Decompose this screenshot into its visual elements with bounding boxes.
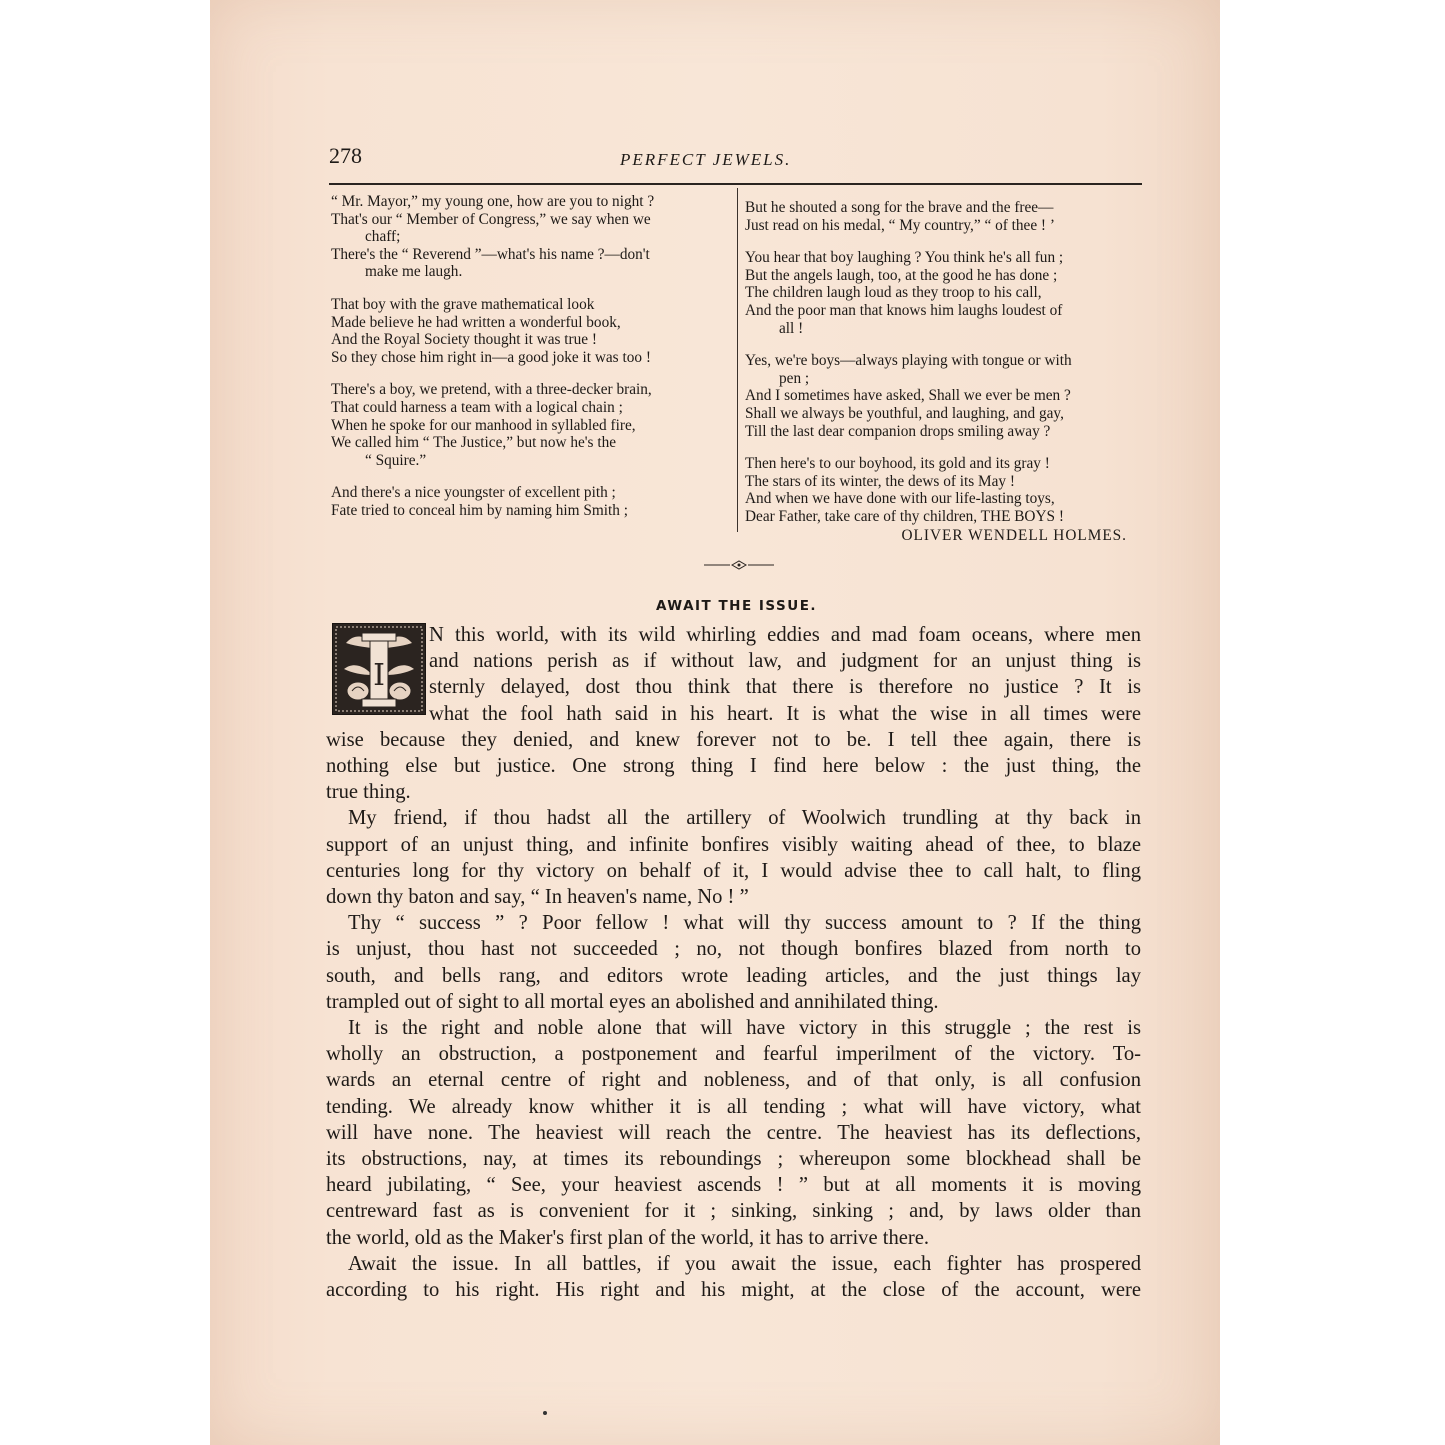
essay-line: wise because they denied, and knew forever not to be. I tell thee again, there is — [326, 728, 1141, 751]
essay-heading: AWAIT THE ISSUE. — [655, 598, 818, 614]
poem-line: Till the last dear companion drops smiling away ? — [745, 422, 1051, 440]
poem-line: And I sometimes have asked, Shall we ever be men ? — [745, 387, 1071, 405]
running-title: PERFECT JEWELS. — [620, 150, 792, 169]
poem-line: Yes, we're boys—always playing with tongue or with — [745, 352, 1072, 370]
poem-line: And there's a nice youngster of excellent pith ; — [331, 484, 616, 502]
section-ornament — [704, 558, 774, 572]
essay-line: the world, old as the Maker's first plan of the world, it has to arrive there. — [326, 1226, 930, 1249]
essay-line: My friend, if thou hadst all the artillery of Woolwich trundling at thy back in — [348, 807, 1141, 830]
essay-line: wards an eternal centre of right and nobleness, and of that only, is all confusion — [326, 1069, 1141, 1092]
poem-line: But he shouted a song for the brave and the free— — [745, 199, 1054, 216]
poem-author: OLIVER WENDELL HOLMES. — [901, 526, 1127, 544]
poem-line: Made believe he had written a wonderful book, — [331, 313, 621, 331]
essay-line: sternly delayed, dost thou think that there is therefore no justice ? It is — [429, 676, 1141, 699]
poem-stanza — [745, 352, 1145, 440]
essay-line: trampled out of sight to all mortal eyes an abolished and annihilated thing. — [326, 990, 939, 1013]
essay-line: It is the right and noble alone that will have victory in this struggle ; the rest is — [348, 1017, 1141, 1040]
poem-line: That boy with the grave mathematical look — [331, 295, 595, 313]
essay-line: what the fool hath said in his heart. It is what the wise in all times were — [429, 702, 1141, 725]
poem-line: When he spoke for our manhood in syllabled fire, — [331, 416, 636, 434]
poem-line: Dear Father, take care of thy children, THE BOYS ! — [745, 507, 1064, 525]
poem-line: “ Squire.” — [365, 451, 427, 469]
poem-line: So they chose him right in—a good joke it was too ! — [331, 348, 651, 366]
poem-stanza — [745, 455, 1145, 544]
poem-stanza — [331, 484, 731, 519]
essay-line: and nations perish as if without law, and judgment for an unjust thing is — [429, 650, 1141, 673]
essay-line: true thing. — [326, 781, 411, 804]
drop-cap-letter: I — [373, 658, 385, 693]
essay-line: down thy baton and say, “ In heaven's name, No ! ” — [326, 886, 749, 909]
poem-stanza — [331, 381, 731, 469]
page-number: 278 — [329, 143, 362, 168]
essay-line: heard jubilating, “ See, your heaviest ascends ! ” but at all moments it is moving — [326, 1174, 1141, 1197]
poem-line: Shall we always be youthful, and laughing, and gay, — [745, 404, 1064, 422]
poem-left-column — [331, 193, 731, 535]
essay-line: Await the issue. In all battles, if you await the issue, each fighter has prospered — [348, 1252, 1141, 1275]
column-divider — [737, 188, 738, 532]
poem-line: chaff; — [365, 228, 401, 246]
poem-line: The stars of its winter, the dews of its May ! — [745, 472, 1016, 490]
poem-line: The children laugh loud as they troop to his call, — [745, 284, 1042, 302]
poem-line: That could harness a team with a logical chain ; — [331, 398, 623, 416]
essay-line: wholly an obstruction, a postponement and fearful imperilment of the victory. To- — [326, 1043, 1141, 1066]
essay-line: centreward fast as is convenient for it ; sinking, sinking ; and, by laws older than — [326, 1200, 1141, 1223]
poem-line: Fate tried to conceal him by naming him Smith ; — [331, 501, 628, 519]
poem-right-column — [745, 199, 1145, 559]
poem-line: And the poor man that knows him laughs loudest of — [745, 301, 1063, 319]
poem-stanza — [745, 199, 1145, 234]
essay-body — [326, 622, 1141, 1303]
poem-line: But the angels laugh, too, at the good he has done ; — [745, 266, 1058, 284]
poem-line: There's a boy, we pretend, with a three-decker brain, — [331, 381, 652, 399]
page-speck — [543, 1411, 547, 1415]
poem-line: all ! — [779, 319, 804, 337]
poem-line: That's our “ Member of Congress,” we say when we — [331, 210, 651, 228]
poem-line: pen ; — [779, 369, 810, 387]
essay-line: N this world, with its wild whirling eddies and mad foam oceans, where men — [429, 624, 1141, 646]
essay-line: its obstructions, nay, at times its reboundings ; whereupon some blockhead shall be — [326, 1148, 1141, 1171]
essay-line: south, and bells rang, and editors wrote leading articles, and the just things lay — [326, 964, 1141, 987]
poem-line: Then here's to our boyhood, its gold and its gray ! — [745, 455, 1050, 473]
poem-line: We called him “ The Justice,” but now he's the — [331, 434, 617, 452]
poem-stanza — [331, 193, 731, 281]
poem-line: And when we have done with our life-lasting toys, — [745, 490, 1055, 508]
poem-line: make me laugh. — [365, 263, 463, 281]
essay-line: centuries long for thy victory on behalf of it, I would advise thee to call halt, to fling — [326, 859, 1141, 882]
essay-line: nothing else but justice. One strong thing I find here below : the just thing, the — [326, 755, 1141, 778]
poem-line: You hear that boy laughing ? You think he's all fun ; — [745, 249, 1064, 267]
essay-line: is unjust, thou hast not succeeded ; no, not though bonfires blazed from north to — [326, 938, 1141, 961]
poem-line: Just read on his medal, “ My country,” “ of thee ! ’ — [745, 216, 1055, 234]
essay-line: tending. We already know whither it is all tending ; what will have victory, what — [326, 1095, 1141, 1118]
essay-line: Thy “ success ” ? Poor fellow ! what will thy success amount to ? If the thing — [348, 912, 1141, 935]
header-rule — [329, 183, 1142, 185]
essay-line: will have none. The heaviest will reach the centre. The heaviest has its deflections, — [326, 1121, 1141, 1144]
poem-stanza — [331, 296, 731, 366]
poem-stanza — [745, 249, 1145, 337]
essay-line: according to his right. His right and his might, at the close of the account, were — [326, 1279, 1141, 1302]
poem-line: “ Mr. Mayor,” my young one, how are you to night ? — [331, 193, 655, 210]
essay-line: support of an unjust thing, and infinite bonfires visibly waiting ahead of thee, to blaze — [326, 833, 1141, 856]
poem-line: And the Royal Society thought it was true ! — [331, 331, 597, 349]
poem-line: There's the “ Reverend ”—what's his name ?—don't — [331, 245, 650, 263]
